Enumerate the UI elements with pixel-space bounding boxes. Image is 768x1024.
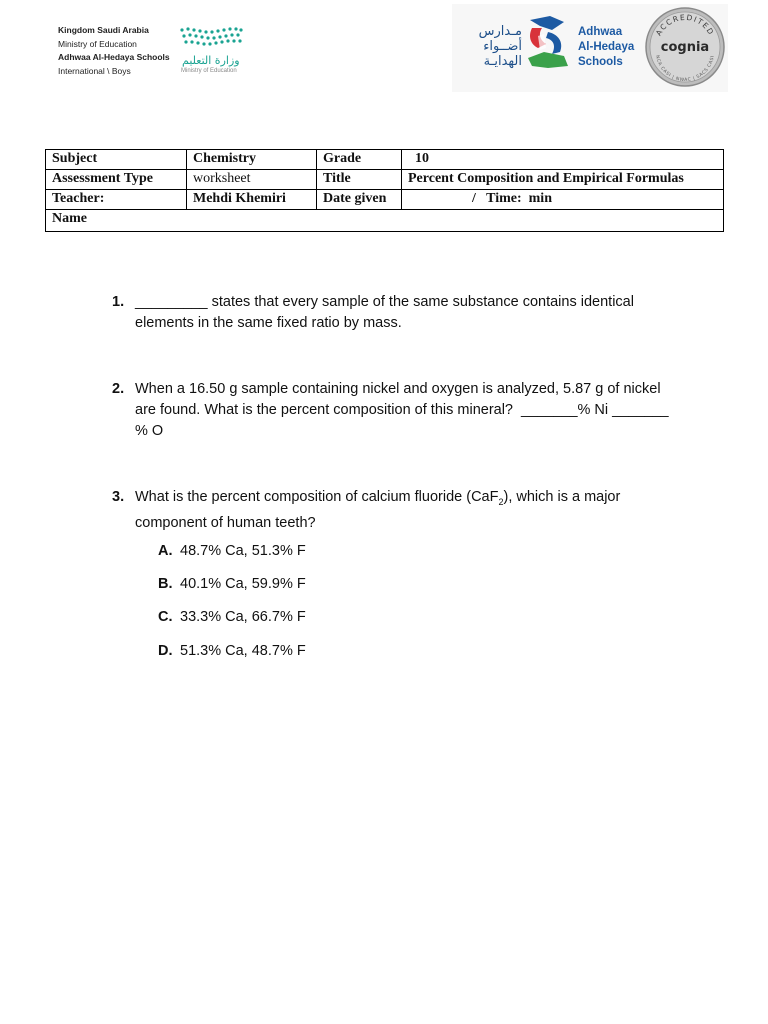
question-number: 2. <box>112 381 125 397</box>
option-letter: D. <box>158 643 173 659</box>
ministry-line: Ministry of Education <box>58 38 137 49</box>
subscript: 2 <box>498 496 504 507</box>
page-header <box>0 0 768 100</box>
ministry-text-block <box>58 24 170 78</box>
question-number: 3. <box>112 489 125 505</box>
option-b[interactable] <box>158 574 306 595</box>
title-label: Title <box>317 170 402 190</box>
school-english-line-3: Schools <box>578 56 623 68</box>
question-text: _________ states that every sample of the same substance contains identical elements in the same fixed ratio by mass. <box>135 294 634 331</box>
school-arabic-line-1: مـدارس <box>478 24 522 39</box>
option-letter: A. <box>158 543 173 559</box>
cognia-accreditation-seal-icon <box>644 6 726 88</box>
school-name-line: Adhwaa Al-Hedaya Schools <box>58 52 170 62</box>
teacher-value: Mehdi Khemiri <box>187 190 317 210</box>
school-english-line-1: Adhwaa <box>578 26 623 38</box>
option-text: 51.3% Ca, 48.7% F <box>180 643 306 659</box>
option-a[interactable] <box>158 541 306 562</box>
table-row <box>46 210 724 232</box>
subject-value: Chemistry <box>187 150 317 170</box>
table-row <box>46 150 724 170</box>
option-text: 40.1% Ca, 59.9% F <box>180 576 306 592</box>
school-arabic-line-3: الهدايـة <box>483 54 522 69</box>
assessment-type-label: Assessment Type <box>46 170 187 190</box>
teacher-label: Teacher: <box>46 190 187 210</box>
school-english-name <box>578 25 634 70</box>
question-text: When a 16.50 g sample containing nickel and oxygen is analyzed, 5.87 g of nickel are found. What is the percent composition of this mineral? _______% Ni _______ % O <box>135 381 673 439</box>
date-time-value: / Time: min <box>402 190 724 210</box>
question-2 <box>112 379 682 442</box>
question-3 <box>112 487 682 534</box>
grade-label: Grade <box>317 150 402 170</box>
date-given-label: Date given <box>317 190 402 210</box>
school-english-line-2: Al-Hedaya <box>578 41 635 53</box>
option-text: 48.7% Ca, 51.3% F <box>180 543 306 559</box>
grade-value: 10 <box>402 150 724 170</box>
question-number: 1. <box>112 294 125 310</box>
question-1 <box>112 292 682 334</box>
seal-brand-text: cognia <box>660 40 710 55</box>
subject-label: Subject <box>46 150 187 170</box>
option-c[interactable] <box>158 607 306 628</box>
option-letter: B. <box>158 576 173 592</box>
name-field[interactable]: Name <box>46 210 724 232</box>
assessment-info-table <box>45 149 724 232</box>
table-row <box>46 170 724 190</box>
svg-text:NCA CASI | NWAC | SACS CASI: NCA CASI | NWAC | SACS CASI <box>654 54 716 84</box>
option-text: 33.3% Ca, 66.7% F <box>180 609 306 625</box>
ministry-english-name: Ministry of Education <box>181 68 237 74</box>
assessment-type-value: worksheet <box>187 170 317 190</box>
seal-top-text: ACCREDITED <box>653 12 716 38</box>
school-logo-icon <box>524 14 572 70</box>
ministry-arabic-name: وزارة التعليم <box>182 54 240 67</box>
option-d[interactable] <box>158 641 306 662</box>
question-text: What is the percent composition of calcium fluoride (CaF$_2$), which is a major component of human teeth? <box>135 489 621 531</box>
table-row <box>46 190 724 210</box>
option-letter: C. <box>158 609 173 625</box>
school-arabic-line-2: أضــواء <box>483 39 522 54</box>
campus-line: International \ Boys <box>58 65 131 76</box>
school-arabic-name <box>454 24 522 69</box>
kingdom-line: Kingdom Saudi Arabia <box>58 25 149 35</box>
title-value: Percent Composition and Empirical Formulas <box>402 170 724 190</box>
